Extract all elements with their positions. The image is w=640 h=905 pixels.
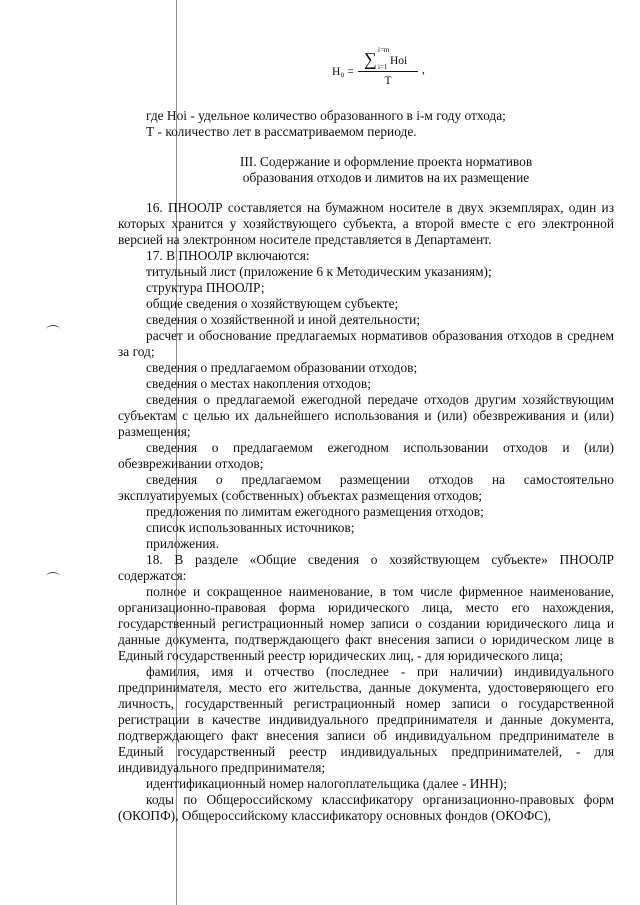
list-item: сведения о предлагаемой ежегодной передаче отходов другим хозяйствующим субъектам с целью их дальнейшего использования и (или) обезвреживания и (или) размещения; (118, 392, 614, 439)
list-item: сведения о хозяйственной и иной деятельности; (146, 312, 421, 327)
definition-line: Т - количество лет в рассматриваемом периоде. (146, 124, 417, 139)
list-item: коды по Общероссийскому классификатору организационно-правовых форм (ОКОПФ), Общероссийскому классификатору основных фондов (ОКОФС), (118, 792, 614, 823)
formula-comma: , (422, 64, 425, 76)
sum-term: Hoi (390, 55, 408, 67)
list-item: сведения о предлагаемом ежегодном использовании отходов и (или) обезвреживании отходов; (118, 440, 614, 471)
list-item: приложения. (146, 536, 219, 551)
average-formula (332, 44, 442, 88)
paragraph: 16. ПНООЛР составляется на бумажном носителе в двух экземплярах, один из которых хранится у хозяйствующего субъекта, а второй вместе с его электронной версией на электронном носителе представляется в Департамент. (118, 200, 614, 247)
list-item: полное и сокращенное наименование, в том числе фирменное наименование, организационно-правовая форма юридического лица, место его нахождения, государственный регистрационный номер записи о создании юридического лица и данные документа, подтверждающего факт внесения записи о юридическом лице в Единый государственный реестр юридических лиц, - для юридического лица; (118, 584, 614, 663)
definition-line: где Hoi - удельное количество образованного в i-м году отхода; (146, 108, 506, 123)
list-item: фамилия, имя и отчество (последнее - при наличии) индивидуального предпринимателя, место его жительства, данные документа, удостоверяющего его личность, государственный регистрационный номер записи о государственной регистрации в качестве индивидуального предпринимателя и данные документа, подтверждающего факт внесения записи об индивидуальном предпринимателе в Единый государственный реестр индивидуальных предпринимателей, - для индивидуального предпринимателя; (118, 664, 614, 775)
scan-margin-mark (46, 325, 60, 334)
list-item: сведения о местах накопления отходов; (146, 376, 371, 391)
formula-fraction (358, 46, 418, 89)
sum-lower-limit: i=1 (378, 63, 388, 71)
formula-numerator (358, 46, 418, 72)
sum-symbol: ∑ (364, 49, 377, 69)
sum-upper-limit: i=m (378, 46, 390, 54)
list-item: структура ПНООЛР; (146, 280, 265, 295)
list-item: расчет и обоснование предлагаемых нормативов образования отходов в среднем за год; (118, 328, 614, 359)
list-item: сведения о предлагаемом размещении отходов на самостоятельно эксплуатируемых (собственных) объектах размещения отходов; (118, 472, 614, 503)
document-body (118, 108, 614, 824)
list-item: сведения о предлагаемом образовании отходов; (146, 360, 418, 375)
section-heading-line: образования отходов и лимитов на их размещение (242, 170, 530, 185)
paragraph: 17. В ПНООЛР включаются: (146, 248, 310, 263)
list-item: идентификационный номер налогоплательщика (далее - ИНН); (146, 776, 507, 791)
list-item: предложения по лимитам ежегодного размещения отходов; (146, 504, 484, 519)
formula-lhs: H₀ = (332, 66, 354, 78)
list-item: общие сведения о хозяйствующем субъекте; (146, 296, 399, 311)
section-heading-line: III. Содержание и оформление проекта нормативов (239, 154, 533, 169)
formula-denominator: T (384, 75, 392, 87)
list-item: список использованных источников; (146, 520, 355, 535)
list-item: титульный лист (приложение 6 к Методическим указаниям); (146, 264, 492, 279)
scan-margin-mark (46, 572, 60, 581)
paragraph: 18. В разделе «Общие сведения о хозяйствующем субъекте» ПНООЛР содержатся: (118, 552, 614, 583)
